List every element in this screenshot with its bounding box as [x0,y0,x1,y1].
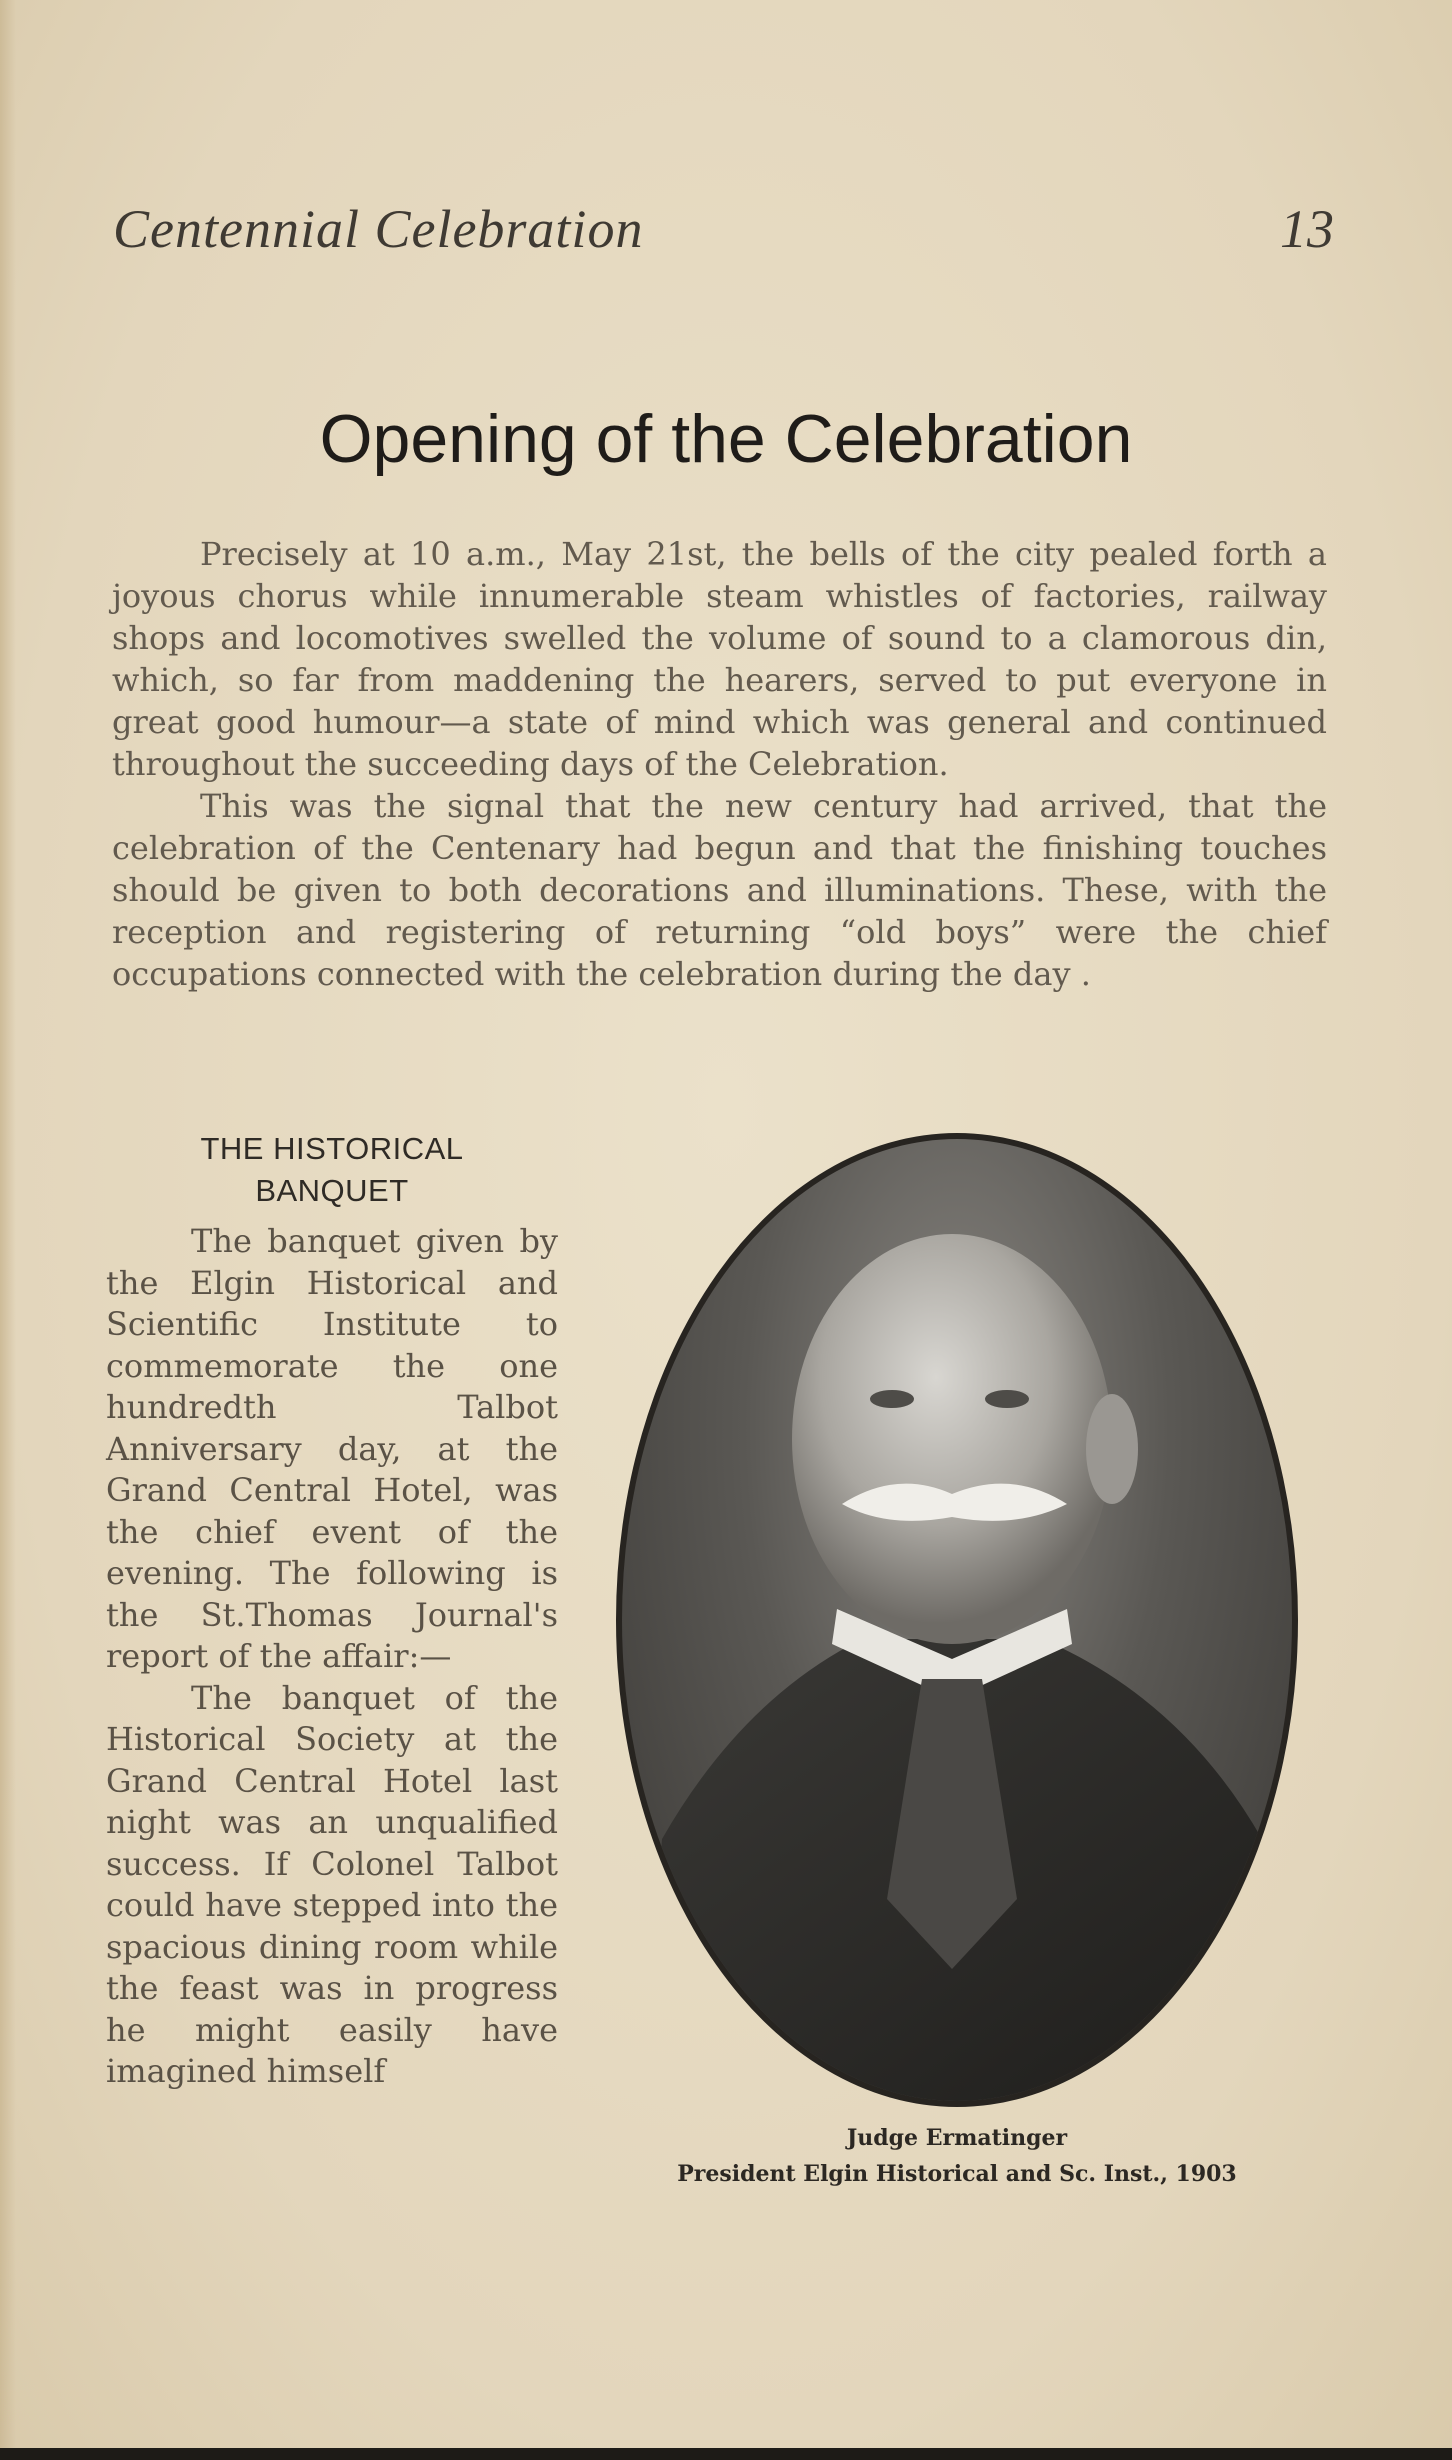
portrait-caption-title: President Elgin Historical and Sc. Inst., 1903 [677,2161,1237,2187]
portrait-photo [616,1133,1298,2107]
page-number: 13 [1280,199,1334,259]
eye-shape [985,1390,1029,1408]
section-paragraph: The banquet given by the Elgin Historical and Scientific Institute to commemorate the one hundredth Talbot Anniversary day, at the Grand Central Hotel, was the chief event of the evening. The following is the St.Thomas Journal's report of the affair:— [106,1222,558,1675]
ear-shape [1086,1394,1138,1504]
eye-shape [870,1390,914,1408]
section-paragraph: The banquet of the Historical Society at the Grand Central Hotel last night was an unqualified success. If Colonel Talbot could have stepped into the spacious dining room while the feast was in progress he might easily have imagined himself [106,1678,558,2090]
running-head-title: Centennial Celebration [113,199,644,259]
intro-paragraph: This was the signal that the new century had arrived, that the celebration of the Centenary had begun and that the finishing touches should be given to both decorations and illuminations. These, with the reception and registering of returning “old boys” were the chief occupations connected with the celebration during the day . [112,787,1327,993]
page-edge-shadow [0,0,16,2448]
section-text [106,1221,558,2093]
page-title: Opening of the Celebration [319,401,1133,477]
bottom-border [0,2448,1452,2460]
head-shape [792,1234,1112,1644]
portrait-figure [622,1139,1292,2101]
intro-paragraph: Precisely at 10 a.m., May 21st, the bells of the city pealed forth a joyous chorus while innumerable steam whistles of factories, railway shops and locomotives swelled the volume of sound to a clamorous din, which, so far from maddening the hearers, served to put everyone in great good humour—a state of mind which was general and continued throughout the succeeding days of the Celebration. [112,535,1327,783]
intro-text [112,533,1327,995]
running-head [0,198,1452,268]
portrait-caption-name: Judge Ermatinger [846,2125,1068,2151]
section-heading-line: THE HISTORICAL [200,1131,464,1166]
section-heading-line: BANQUET [255,1173,409,1208]
section-heading [112,1128,552,1212]
